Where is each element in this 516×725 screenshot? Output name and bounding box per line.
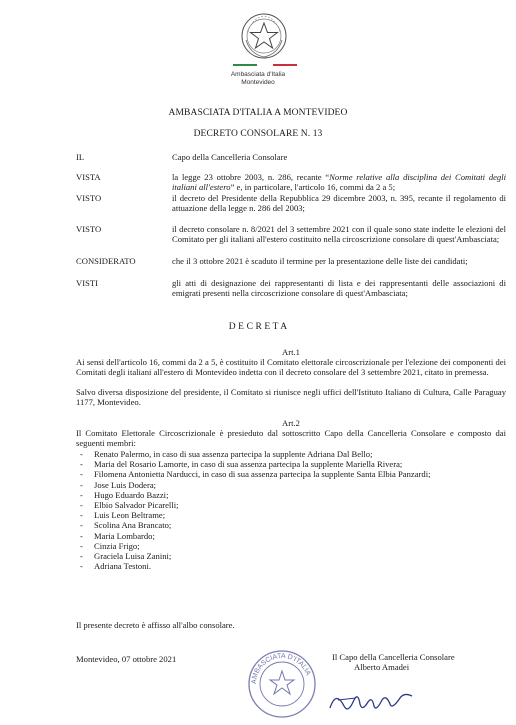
premise-text: gli atti di designazione dei rappresentanti di lista e dei rappresentanti delle associazioni di emigrati presenti nella circoscrizione consolare di quest'Ambasciata; [172, 278, 506, 299]
premise-label: VISTA [76, 172, 101, 182]
members-list-container [76, 449, 506, 571]
list-item: - Scolina Ana Brancato; [76, 520, 506, 530]
article-2-heading: Art.2 [282, 418, 300, 428]
document-title: AMBASCIATA D'ITALIA A MONTEVIDEO [168, 108, 348, 118]
list-item: - Hugo Eduardo Bazzi; [76, 490, 506, 500]
flag-line-red [273, 64, 297, 66]
list-item: - Adriana Testoni. [76, 561, 506, 571]
article-2-intro: Il Comitato Elettorale Circoscrizionale è presieduto dal sottoscritto Capo della Cancelleria Consolare e composto dai seguenti membri: [76, 428, 506, 449]
article-1-paragraph: Salvo diversa disposizione del presidente, il Comitato si riunisce negli uffici dell'Istituto Italiano di Cultura, Calle Paraguay 1177, Montevideo. [76, 387, 506, 408]
article-1-paragraph: Ai sensi dell'articolo 16, commi da 2 a 5, è costituito il Comitato elettorale circoscrizionale per l'elezione dei componenti dei Comitati degli italiani all'estero di Montevideo indetta con il decreto consolare del 3 settembre 2021, citato in premessa. [76, 357, 506, 378]
list-item: - Maria del Rosario Lamorte, in caso di sua assenza partecipa la supplente Mariella Rivera; [76, 459, 506, 469]
list-item: - Maria Lombardo; [76, 531, 506, 541]
decree-number: DECRETO CONSOLARE N. 13 [193, 129, 323, 139]
list-item: - Cinzia Frigo; [76, 541, 506, 551]
place-date: Montevideo, 07 ottobre 2021 [76, 654, 177, 664]
stamp-text: AMBASCIATA D'ITALIA [250, 652, 312, 685]
list-item: - Elbio Salvador Picarelli; [76, 500, 506, 510]
decreta-heading: D E C R E T A [228, 322, 288, 332]
list-item: - Jose Luis Dodera; [76, 480, 506, 490]
premise-label: CONSIDERATO [76, 256, 136, 266]
signature-block [332, 652, 502, 672]
list-item: - Luis Leon Beltrame; [76, 510, 506, 520]
premise-label: VISTI [76, 278, 98, 288]
premise-text: che il 3 ottobre 2021 è scaduto il termine per la presentazione delle liste dei candidati; [172, 256, 468, 266]
signatory-name: Alberto Amadei [354, 662, 410, 673]
list-item: - Filomena Antonietta Narducci, in caso di sua assenza partecipa la supplente Santa Elbia Panzardi; [76, 469, 506, 479]
premise-text: il decreto del Presidente della Repubblica 29 dicembre 2003, n. 395, recante il regolamento di attuazione della legge n. 286 del 2003; [172, 193, 506, 214]
premise-text: la legge 23 ottobre 2003, n. 286, recante “Norme relative alla disciplina dei Comitati degli italiani all'estero” e, in particolare, l'articolo 16, commi da 2 a 5; [172, 172, 507, 193]
official-stamp-icon [246, 648, 318, 720]
flag-line-green [233, 64, 257, 66]
signatory-role: Il Capo della Cancelleria Consolare [332, 652, 455, 662]
italian-republic-emblem-icon [238, 10, 290, 62]
members-list [76, 449, 506, 571]
premise-label: IL [76, 152, 85, 162]
premise-text: Capo della Cancelleria Consolare [172, 152, 288, 162]
premise-label: VISTO [76, 193, 102, 203]
premise-label: VISTO [76, 224, 102, 234]
handwritten-signature-icon [326, 686, 416, 716]
embassy-name: Ambasciata d'Italia [230, 71, 286, 78]
embassy-city: Montevideo [241, 79, 275, 86]
premise-text: il decreto consolare n. 8/2021 del 3 settembre 2021 con il quale sono state indette le elezioni del Comitato per gli italiani all'estero costituito nella circoscrizione consolare di quest'Ambasciata; [172, 224, 506, 245]
flag-line-white [257, 64, 273, 66]
article-1-heading: Art.1 [282, 347, 300, 357]
closing-statement: Il presente decreto è affisso all'albo consolare. [76, 620, 235, 630]
list-item: - Graciela Luisa Zanini; [76, 551, 506, 561]
list-item: - Renato Palermo, in caso di sua assenza partecipa la supplente Adriana Dal Bello; [76, 449, 506, 459]
